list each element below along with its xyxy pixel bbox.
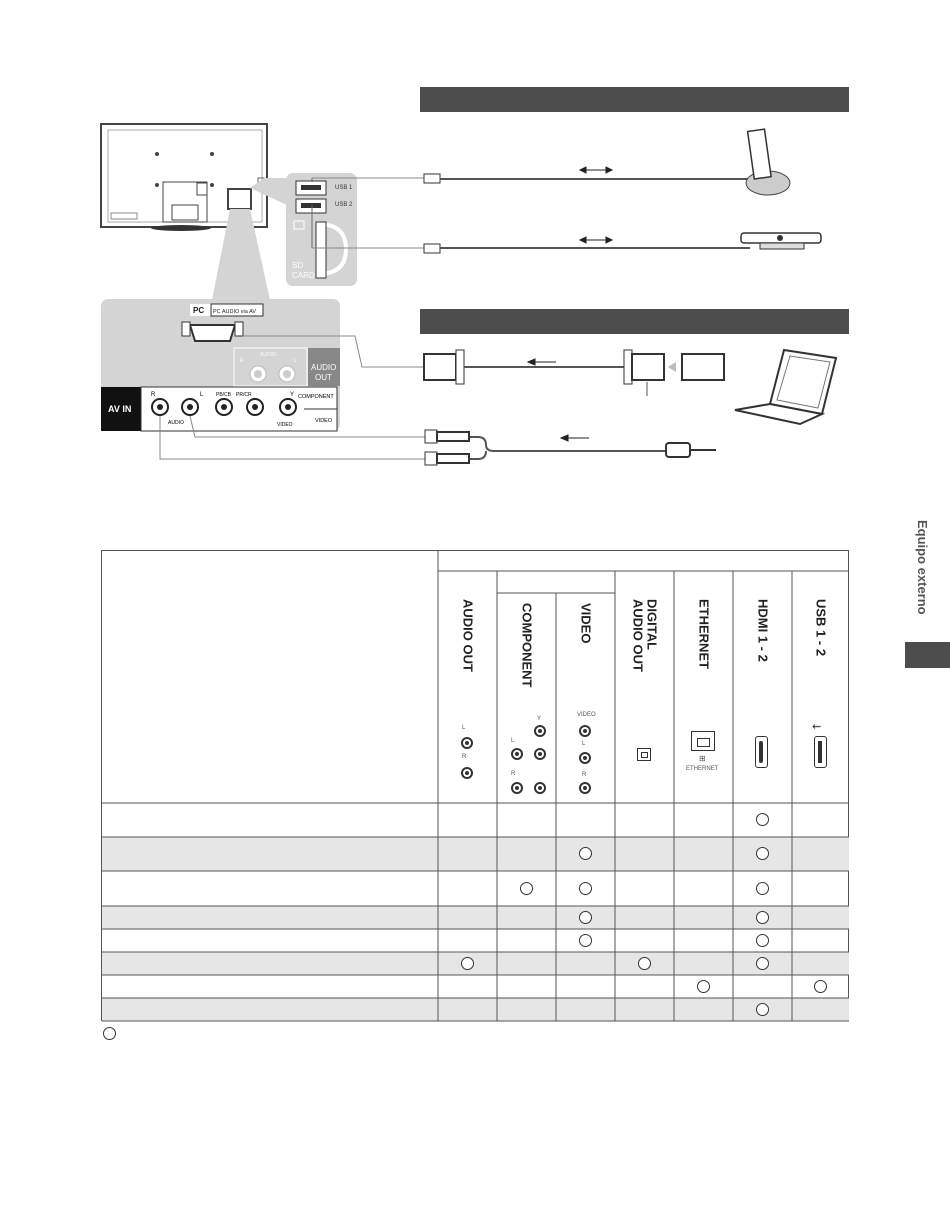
- compatibility-mark: [756, 911, 769, 924]
- column-header: HDMI 1 - 2: [755, 599, 771, 662]
- compatibility-mark: [520, 882, 533, 895]
- svg-text:USB 1: USB 1: [335, 185, 353, 191]
- av-panel: [101, 299, 340, 431]
- compatibility-mark: [756, 934, 769, 947]
- svg-text:R: R: [240, 358, 244, 364]
- compatibility-mark: [579, 847, 592, 860]
- side-tab-marker: [905, 642, 950, 668]
- svg-text:PC AUDIO via AV: PC AUDIO via AV: [213, 309, 256, 315]
- connection-diagram: [0, 0, 950, 500]
- usb-camera-icon: [741, 233, 821, 249]
- svg-text:L: L: [200, 392, 204, 398]
- svg-text:PR/CR: PR/CR: [236, 392, 252, 398]
- svg-text:AUDIO: AUDIO: [168, 420, 184, 426]
- svg-text:PC: PC: [193, 306, 205, 315]
- svg-text:AUDIO: AUDIO: [260, 352, 276, 358]
- compatibility-mark: [756, 957, 769, 970]
- side-title: Equipo externo: [915, 520, 930, 615]
- usb-flash-drive-icon: [746, 129, 790, 195]
- hdmi-port-icon: [733, 716, 792, 796]
- svg-text:SD: SD: [292, 261, 304, 270]
- usb-sd-panel: [286, 173, 357, 286]
- column-header: ETHERNET: [696, 599, 712, 670]
- component-jacks-icon: Y L R: [497, 716, 556, 796]
- column-header: DIGITAL AUDIO OUT: [630, 599, 660, 672]
- row-shading: [102, 837, 849, 871]
- svg-text:L: L: [294, 358, 297, 364]
- compatibility-mark: [638, 957, 651, 970]
- svg-text:USB 2: USB 2: [335, 202, 353, 208]
- svg-text:VIDEO: VIDEO: [315, 418, 333, 424]
- usb-port-icon: ⇜: [792, 716, 849, 796]
- vga-connector-right-icon: [624, 350, 724, 384]
- ethernet-port-icon: ⊞ ETHERNET: [674, 716, 733, 796]
- compatibility-mark: [814, 980, 827, 993]
- compatibility-mark: [756, 847, 769, 860]
- compatibility-mark: [697, 980, 710, 993]
- audio-out-jacks-icon: L R: [438, 716, 497, 796]
- compatibility-table: [101, 550, 849, 1021]
- column-header: AUDIO OUT: [460, 599, 476, 672]
- row-shading: [102, 998, 849, 1021]
- optical-port-icon: [615, 716, 674, 796]
- column-header: USB 1 - 2: [813, 599, 829, 657]
- mini-jack-plug-icon: [666, 443, 716, 457]
- compatibility-mark: [756, 1003, 769, 1016]
- svg-text:OUT: OUT: [315, 373, 332, 382]
- compatibility-mark: [461, 957, 474, 970]
- compatibility-mark: [756, 882, 769, 895]
- compatibility-mark: [579, 882, 592, 895]
- compatibility-mark: [756, 813, 769, 826]
- compatibility-mark: [579, 911, 592, 924]
- svg-text:R: R: [151, 392, 156, 398]
- column-header: VIDEO: [578, 603, 594, 644]
- vga-connector-left-icon: [424, 350, 464, 384]
- svg-text:VIDEO: VIDEO: [277, 422, 293, 428]
- laptop-icon: [735, 350, 836, 424]
- video-jacks-icon: VIDEO L R: [556, 716, 615, 796]
- svg-text:AV IN: AV IN: [108, 404, 132, 414]
- column-header: COMPONENT: [519, 603, 535, 688]
- left-arrow-icon: [528, 359, 589, 441]
- rca-plugs-icon: [425, 430, 469, 465]
- svg-text:Y: Y: [290, 392, 295, 398]
- svg-text:CARD: CARD: [292, 271, 315, 280]
- row-shading: [102, 952, 849, 975]
- svg-text:AUDIO: AUDIO: [311, 363, 337, 372]
- legend-circle-icon: [103, 1027, 116, 1040]
- row-shading: [102, 906, 849, 929]
- svg-text:PB/CB: PB/CB: [216, 392, 232, 398]
- compatibility-mark: [579, 934, 592, 947]
- svg-text:COMPONENT: COMPONENT: [298, 394, 334, 400]
